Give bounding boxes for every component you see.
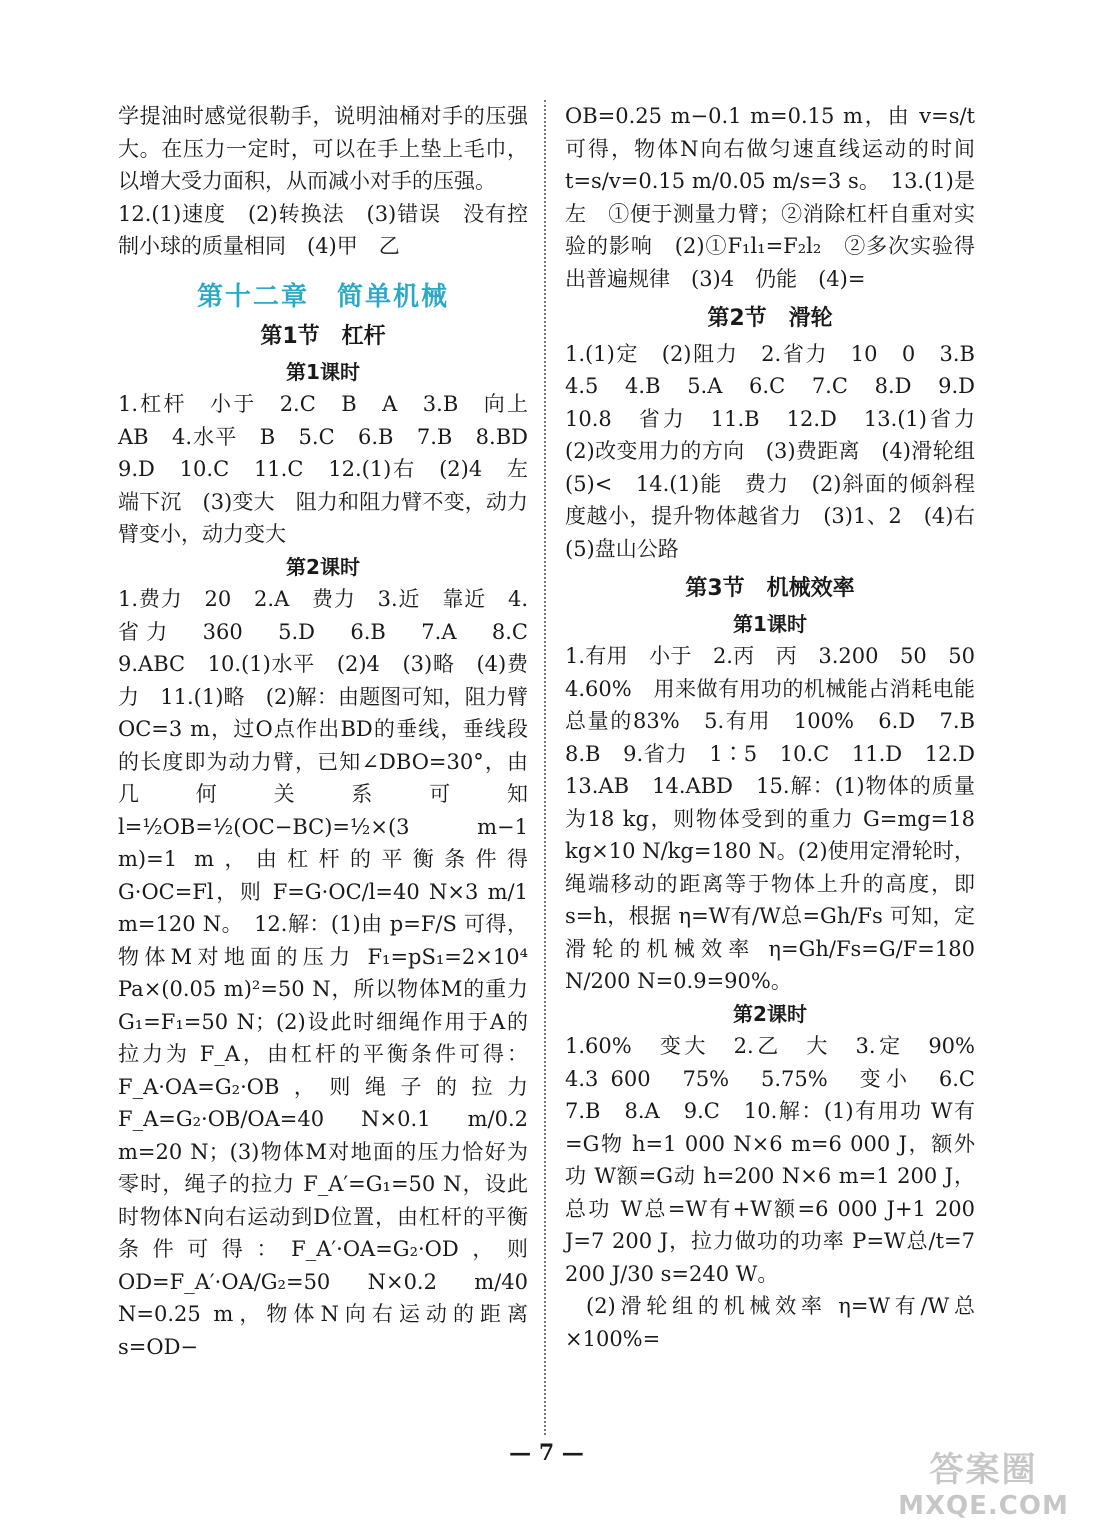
left-paragraph-4: 1.费力 20 2.A 费力 3.近 靠近 4.省力 360 5.D 6.B 7.A 8.C 9.ABC 10.(1)水平 (2)4 (3)略 (4)费力 11.(1)略 (2)解：由题图可知，阻力臂OC=3 m，过O点作出BD的垂线，垂线段的长度即为动力臂，已知∠DBO=30°，由几何关系可知 l=½OB=½(OC−BC)=½×(3 m−1 m)=1 m，由杠杆的平衡条件得 G·OC=Fl，则 F=G·OC/l=40 N×3 m/1 m=120 N。 12.解：(1)由 p=F/S 可得，物体M对地面的压力 F₁=pS₁=2×10⁴ Pa×(0.05 m)²=50 N，所以物体M的重力 G₁=F₁=50 N；(2)设此时细绳作用于A的拉力为 F_A，由杠杆的平衡条件可得：F_A·OA=G₂·OB，则绳子的拉力 F_A=G₂·OB/OA=40 N×0.1 m/0.2 m=20 N；(3)物体M对地面的压力恰好为零时，绳子的拉力 F_A′=G₁=50 N，设此时物体N向右运动到D位置，由杠杆的平衡条件可得：F_A′·OA=G₂·OD，则 OD=F_A′·OA/G₂=50 N×0.2 m/40 N=0.25 m，物体N向右运动的距离 s=OD− [118, 587, 549, 1359]
right-paragraph-5: (2)滑轮组的机械效率 η=W有/W总×100%= [565, 1294, 975, 1351]
right-paragraph-3: 1.有用 小于 2.丙 丙 3.200 50 50 4.60% 用来做有用功的机械能占消耗电能总量的83% 5.有用 100% 6.D 7.B 8.B 9.省力 1∶5 10.C 11.D 12.D 13.AB 14.ABD 15.解：(1)物体的质量为18 kg，则物体受到的重力 G=mg=18 kg×10 N/kg=180 N。(2)使用定滑轮时，绳端移动的距离等于物体上升的高度，即 s=h，根据 η=W有/W总=Gh/Fs 可知，定滑轮的机械效率 η=Gh/Fs=G/F=180 N/200 N=0.9=90%。 [565, 644, 996, 993]
section-1-lesson-2-title: 第2课时 [286, 554, 360, 579]
left-paragraph-2: 12.(1)速度 (2)转换法 (3)错误 没有控制小球的质量相同 (4)甲 乙 [118, 201, 528, 258]
column-divider [544, 100, 546, 1435]
left-paragraph-3: 1.杠杆 小于 2.C B A 3.B 向上 AB 4.水平 B 5.C 6.B 7.B 8.BD 9.D 10.C 11.C 12.(1)右 (2)4 左端下沉 (3)变大 阻力和阻力臂不变，动力臂变小，动力变大 [118, 392, 549, 546]
right-column [565, 100, 996, 1355]
chapter-title: 第十二章 简单机械 [196, 281, 449, 312]
watermark-logo [896, 1442, 1071, 1524]
right-paragraph-4: 1.60% 变大 2.乙 大 3.定 90% 4.3 600 75% 5.75% 变小 6.C 7.B 8.A 9.C 10.解：(1)有用功 W有=G物 h=1 000 N×6 m=6 000 J，额外功 W额=G动 h=200 N×6 m=1 200 J，总功 W总=W有+W额=6 000 J+1 200 J=7 200 J，拉力做功的功率 P=W总/t=7 200 J/30 s=240 W。 [565, 1034, 996, 1286]
section-1-lesson-1-title: 第1课时 [286, 359, 360, 384]
left-column [118, 100, 549, 1363]
section-3-title: 第3节 机械效率 [685, 576, 855, 601]
section-2-title: 第2节 滑轮 [707, 306, 833, 331]
right-paragraph-2: 1.(1)定 (2)阻力 2.省力 10 0 3.B 4.5 4.B 5.A 6.C 7.C 8.D 9.D 10.8 省力 11.B 12.D 13.(1)省力 (2)改变用力的方向 (3)费距离 (4)滑轮组 (5)< 14.(1)能 费力 (2)斜面的倾斜程度越小，提升物体越省力 (3)1、2 (4)右 (5)盘山公路 [565, 341, 996, 561]
page-number: — 7 — [509, 1440, 584, 1466]
section-1-title: 第1节 杠杆 [260, 324, 386, 349]
watermark-bottom-text: MXQE.COM [898, 1491, 1069, 1521]
section-3-lesson-2-title: 第2课时 [733, 1001, 807, 1026]
right-paragraph-1: OB=0.25 m−0.1 m=0.15 m，由 v=s/t 可得，物体N向右做匀速直线运动的时间 t=s/v=0.15 m/0.05 m/s=3 s。 13.(1)是 左 ①便于测量力臂；②消除杠杆自重对实验的影响 (2)①F₁l₁=F₂l₂ ②多次实验得出普遍规律 (3)4 仍能 (4)= [565, 104, 996, 291]
section-3-lesson-1-title: 第1课时 [733, 611, 807, 636]
watermark-top-text: 答案圈 [929, 1450, 1038, 1490]
left-paragraph-1: 学提油时感觉很勒手，说明油桶对手的压强大。在压力一定时，可以在手上垫上毛巾，以增大受力面积，从而减小对手的压强。 [118, 104, 528, 193]
